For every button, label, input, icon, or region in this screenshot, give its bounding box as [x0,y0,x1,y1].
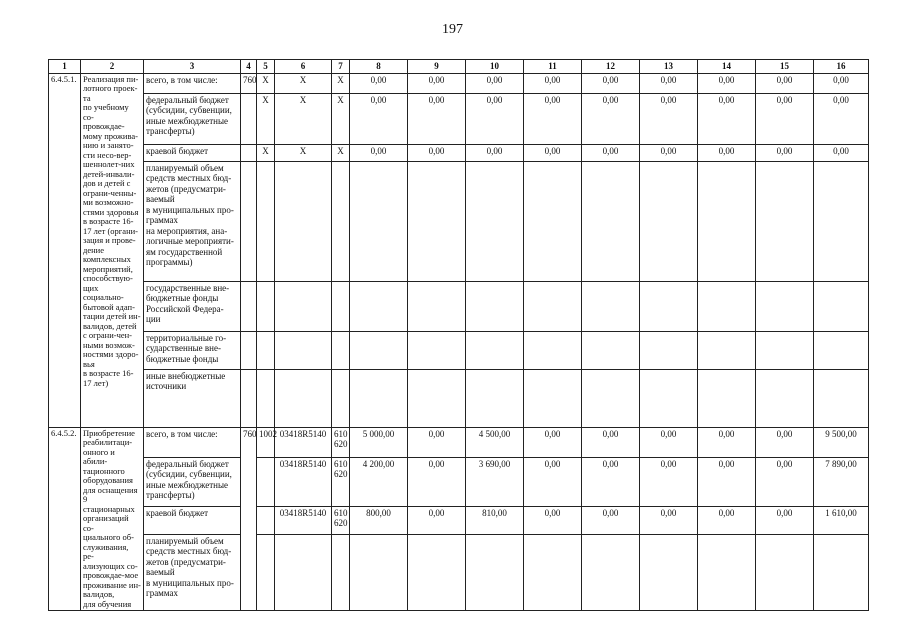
col-4-cell [241,331,257,369]
value-cell [582,369,640,427]
value-cell [582,331,640,369]
col-6-cell [275,369,332,427]
value-cell: 0,00 [698,73,756,93]
col-5-cell: X [257,73,275,93]
value-cell: 0,00 [698,506,756,534]
value-cell: 0,00 [582,73,640,93]
value-cell: 0,00 [582,457,640,506]
value-cell: 9 500,00 [814,427,869,457]
value-cell [350,331,408,369]
value-cell: 0,00 [408,427,466,457]
value-cell [466,534,524,610]
value-cell: 0,00 [524,457,582,506]
col-6-cell: X [275,93,332,144]
value-cell: 0,00 [582,144,640,161]
value-cell [408,369,466,427]
col-7-cell: X [332,93,350,144]
value-cell: 3 690,00 [466,457,524,506]
value-cell: 810,00 [466,506,524,534]
value-cell: 0,00 [698,93,756,144]
value-cell [524,161,582,281]
item-name: Реализация пи- лотного проек- та по учебному со- провождае- мому прожива- нию и занято- сти несо-вер- шеннолет-них детей-инвали- дов и детей с ограни-ченны- ми возможно- стями здоровья в возрасте 16- 17 лет (органи- зация и прове- дение комплексных мероприятий, способствую- щих социально- бытовой адап- тации детей ин- валидов, детей с ограни-чен- ными возмож- ностями здоро- вья в возрасте 16- 17 лет) [81,73,144,427]
value-cell [640,331,698,369]
col-7-cell [332,161,350,281]
value-cell [524,534,582,610]
table-row [49,73,869,93]
value-cell [698,369,756,427]
col-6-cell: 03418R5140 [275,427,332,457]
value-cell: 1 610,00 [814,506,869,534]
col-4-cell [241,93,257,144]
value-cell [582,534,640,610]
value-cell: 0,00 [698,427,756,457]
value-cell [350,534,408,610]
value-cell [524,281,582,331]
col-4-cell [241,281,257,331]
value-cell [640,534,698,610]
value-cell [756,369,814,427]
header-cell: 14 [698,60,756,74]
value-cell: 5 000,00 [350,427,408,457]
col-7-cell [332,331,350,369]
header-row [49,60,869,74]
value-cell [408,281,466,331]
col-7-cell: 610 620 [332,506,350,534]
header-cell: 10 [466,60,524,74]
table-row [49,369,869,427]
col-5-cell [257,369,275,427]
value-cell: 0,00 [814,73,869,93]
value-cell: 0,00 [350,73,408,93]
col-5-cell [257,281,275,331]
value-cell: 0,00 [640,506,698,534]
header-cell: 12 [582,60,640,74]
col-7-cell: 610 620 [332,457,350,506]
value-cell: 0,00 [408,457,466,506]
value-cell [814,369,869,427]
value-cell [350,161,408,281]
value-cell [524,369,582,427]
item-6-4-5-2 [49,427,869,611]
value-cell [814,534,869,610]
table-row [49,281,869,331]
header-cell: 11 [524,60,582,74]
value-cell: 0,00 [350,144,408,161]
value-cell: 0,00 [582,506,640,534]
col-4-cell [241,369,257,427]
value-cell: 4 500,00 [466,427,524,457]
col-6-cell: 03418R5140 [275,506,332,534]
value-cell [466,369,524,427]
item-6-4-5-1 [49,73,869,427]
col-7-cell [332,534,350,610]
value-cell: 0,00 [640,427,698,457]
value-cell: 0,00 [640,73,698,93]
col-6-cell [275,281,332,331]
funding-source: территориальные го- сударственные вне- бюджетные фонды [144,331,241,369]
value-cell: 0,00 [582,93,640,144]
value-cell: 0,00 [756,73,814,93]
value-cell: 0,00 [698,144,756,161]
header-cell: 6 [275,60,332,74]
value-cell: 0,00 [524,73,582,93]
funding-source: краевой бюджет [144,506,241,534]
table-row [49,534,869,610]
value-cell: 0,00 [408,93,466,144]
value-cell [640,161,698,281]
value-cell [582,281,640,331]
col-7-cell: 610 620 [332,427,350,457]
col-6-cell: X [275,73,332,93]
value-cell: 0,00 [640,144,698,161]
value-cell [756,281,814,331]
header-cell: 7 [332,60,350,74]
value-cell: 0,00 [466,93,524,144]
value-cell [756,331,814,369]
value-cell [350,369,408,427]
col-6-cell: 03418R5140 [275,457,332,506]
value-cell: 0,00 [466,144,524,161]
col-6-cell [275,161,332,281]
value-cell: 0,00 [640,93,698,144]
item-name: Приобретение реабилитаци- онного и абили- тационного оборудования для оснащения 9 стационарных организаций со- циального об- служивания, ре- ализующих со- провождае-мое проживание ин- валидов, для обучения [81,427,144,611]
col-5-cell [257,161,275,281]
value-cell: 0,00 [698,457,756,506]
value-cell [814,281,869,331]
value-cell [408,534,466,610]
header-cell: 4 [241,60,257,74]
value-cell: 0,00 [756,144,814,161]
col-7-cell: X [332,144,350,161]
value-cell: 0,00 [524,506,582,534]
header-cell: 5 [257,60,275,74]
value-cell: 7 890,00 [814,457,869,506]
col-4-cell: 760 [241,427,257,611]
value-cell [698,281,756,331]
col-5-cell: 1002 [257,427,275,457]
value-cell [640,281,698,331]
col-5-cell [257,534,275,610]
value-cell: 0,00 [408,73,466,93]
table-row [49,93,869,144]
value-cell: 0,00 [408,144,466,161]
header-cell: 2 [81,60,144,74]
value-cell: 0,00 [814,144,869,161]
funding-source: планируемый объем средств местных бюд- жетов (предусматри- ваемый в муниципальных про- граммах [144,534,241,610]
col-6-cell [275,331,332,369]
budget-table [48,59,869,611]
value-cell: 0,00 [756,93,814,144]
item-code: 6.4.5.1. [49,73,81,427]
col-5-cell: X [257,144,275,161]
value-cell: 0,00 [350,93,408,144]
table-row [49,506,869,534]
funding-source: федеральный бюджет (субсидии, субвенции, иные межбюджетные трансферты) [144,457,241,506]
value-cell [698,331,756,369]
funding-source: планируемый объем средств местных бюд- жетов (предусматри- ваемый в муниципальных про- граммах на мероприятия, ана- логичные мероприяти- ям государственной программы) [144,161,241,281]
value-cell: 0,00 [524,144,582,161]
col-4-cell [241,144,257,161]
col-6-cell [275,534,332,610]
value-cell: 4 200,00 [350,457,408,506]
col-5-cell [257,331,275,369]
value-cell [524,331,582,369]
value-cell [466,161,524,281]
col-4-cell: 760 [241,73,257,93]
value-cell [466,281,524,331]
value-cell [350,281,408,331]
header-cell: 15 [756,60,814,74]
table-row [49,427,869,457]
col-7-cell [332,369,350,427]
funding-source: иные внебюджетные источники [144,369,241,427]
col-6-cell: X [275,144,332,161]
header-cell: 13 [640,60,698,74]
col-5-cell [257,457,275,506]
value-cell [408,331,466,369]
value-cell [466,331,524,369]
value-cell: 0,00 [756,457,814,506]
value-cell: 0,00 [408,506,466,534]
page-number: 197 [442,22,463,37]
value-cell [814,331,869,369]
header-cell: 8 [350,60,408,74]
col-4-cell [241,161,257,281]
value-cell: 0,00 [524,93,582,144]
funding-source: государственные вне- бюджетные фонды Российской Федера- ции [144,281,241,331]
item-code: 6.4.5.2. [49,427,81,611]
value-cell [756,534,814,610]
header-cell: 9 [408,60,466,74]
value-cell: 0,00 [524,427,582,457]
value-cell: 0,00 [640,457,698,506]
table-row [49,144,869,161]
table-row [49,457,869,506]
funding-source: всего, в том числе: [144,427,241,457]
header-cell: 16 [814,60,869,74]
col-5-cell [257,506,275,534]
funding-source: краевой бюджет [144,144,241,161]
col-7-cell: X [332,73,350,93]
value-cell [582,161,640,281]
table-row [49,331,869,369]
value-cell: 800,00 [350,506,408,534]
value-cell: 0,00 [582,427,640,457]
value-cell [408,161,466,281]
value-cell [640,369,698,427]
header-cell: 3 [144,60,241,74]
funding-source: всего, в том числе: [144,73,241,93]
value-cell: 0,00 [466,73,524,93]
funding-source: федеральный бюджет (субсидии, субвенции, иные межбюджетные трансферты) [144,93,241,144]
value-cell [698,161,756,281]
value-cell [814,161,869,281]
value-cell [756,161,814,281]
col-5-cell: X [257,93,275,144]
value-cell: 0,00 [756,506,814,534]
value-cell: 0,00 [756,427,814,457]
value-cell: 0,00 [814,93,869,144]
value-cell [698,534,756,610]
header-cell: 1 [49,60,81,74]
table-row [49,161,869,281]
col-7-cell [332,281,350,331]
